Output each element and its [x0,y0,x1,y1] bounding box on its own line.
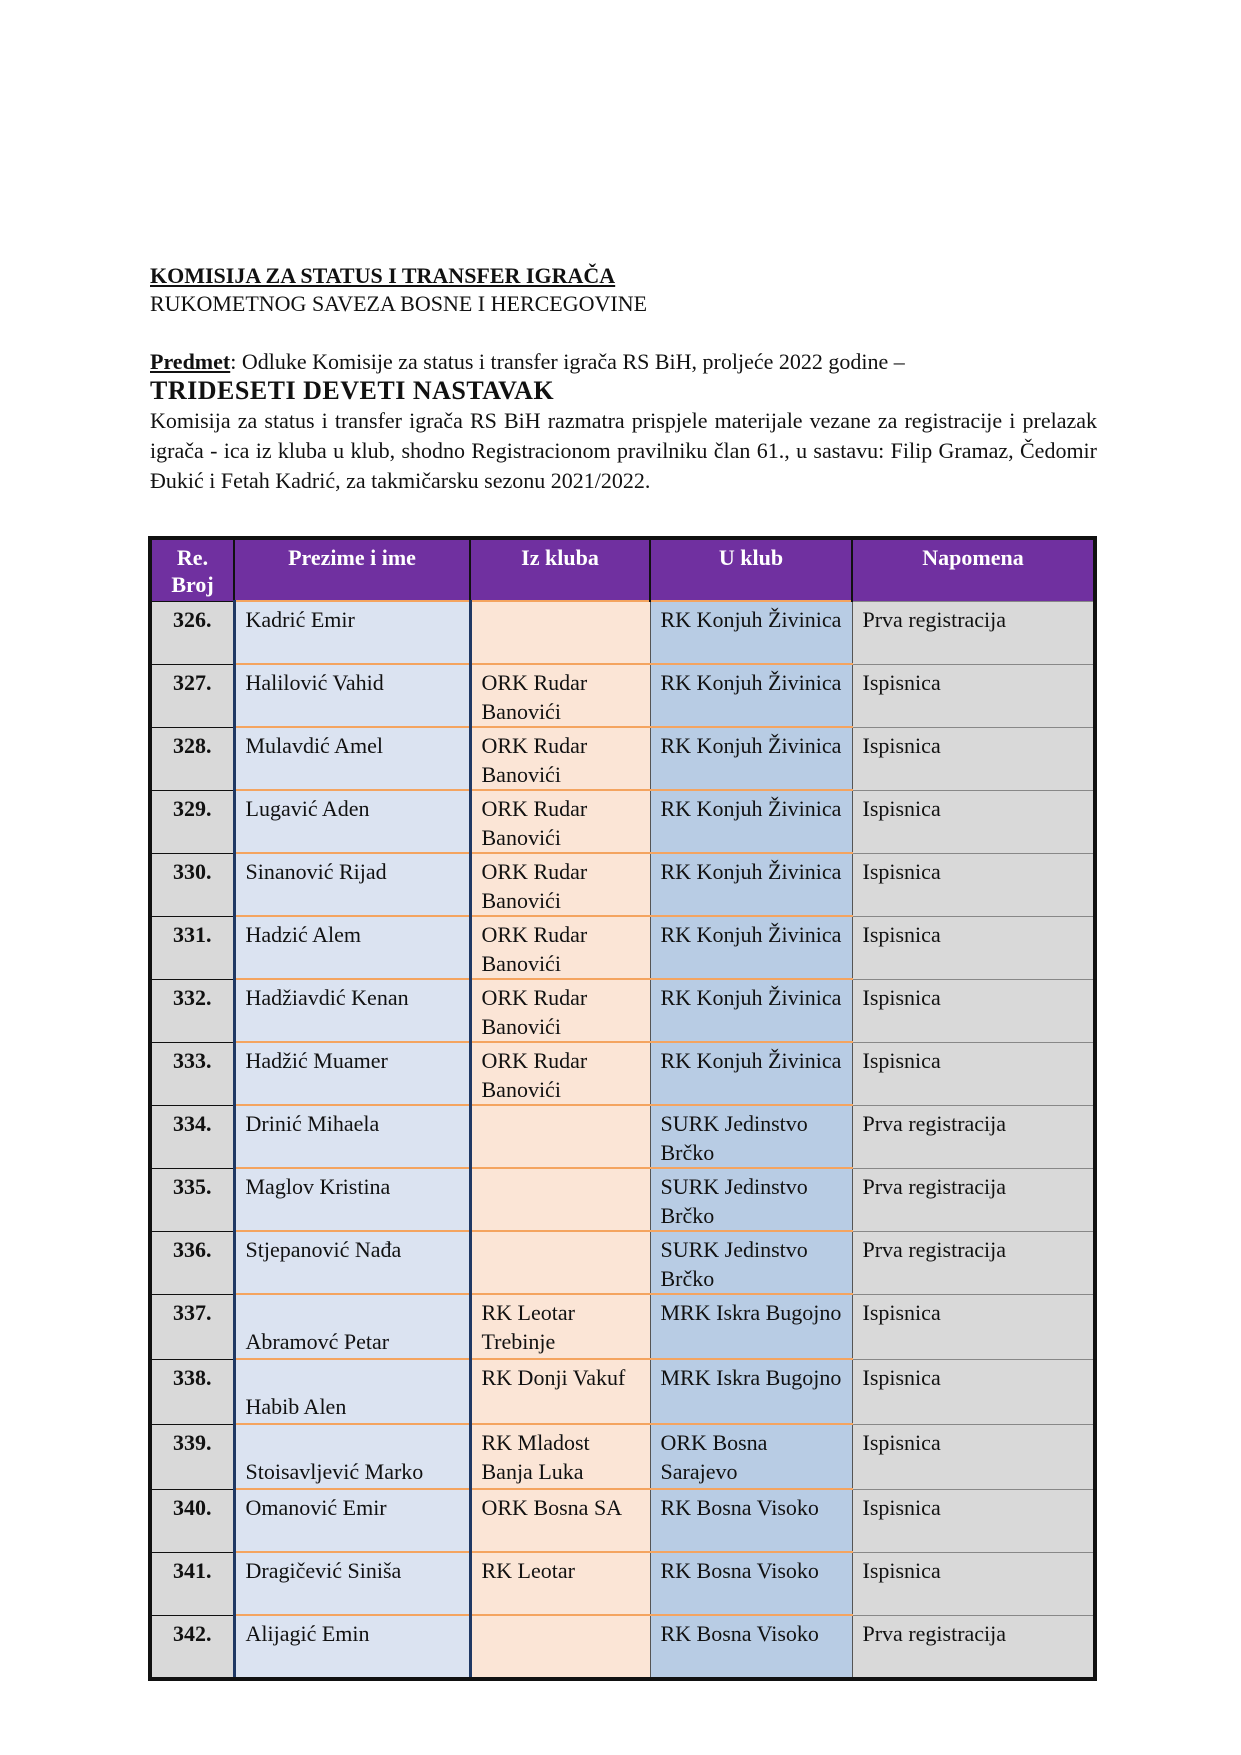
row-number: 330. [150,853,234,916]
player-name: Mulavdić Amel [234,727,470,790]
row-number: 339. [150,1424,234,1489]
row-number: 341. [150,1552,234,1615]
table-row [150,1168,1095,1231]
document-subtitle: RUKOMETNOG SAVEZA BOSNE I HERCEGOVINE [150,291,648,316]
from-club: ORK Rudar Banovići [470,979,650,1042]
player-name: Hadžiavdić Kenan [234,979,470,1042]
from-club: ORK Rudar Banovići [470,853,650,916]
player-name: Stjepanović Nađa [234,1231,470,1294]
to-club: RK Konjuh Živinica [650,664,852,727]
player-name: Habib Alen [234,1359,470,1424]
row-number: 335. [150,1168,234,1231]
to-club: RK Bosna Visoko [650,1552,852,1615]
note: Prva registracija [852,1615,1095,1679]
from-club [470,1231,650,1294]
subject-label: Predmet [150,349,231,374]
from-club: RK Leotar [470,1552,650,1615]
to-club: SURK Jedinstvo Brčko [650,1231,852,1294]
from-club: ORK Rudar Banovići [470,727,650,790]
note: Prva registracija [852,1231,1095,1294]
table-row [150,1424,1095,1489]
row-number: 337. [150,1294,234,1359]
from-club [470,1105,650,1168]
player-name: Kadrić Emir [234,601,470,664]
table-row [150,1489,1095,1552]
from-club: ORK Rudar Banovići [470,790,650,853]
subject-line [150,347,1097,376]
table-header-row [150,538,1095,601]
document-title: KOMISIJA ZA STATUS I TRANSFER IGRAČA [150,263,616,288]
to-club: RK Konjuh Živinica [650,727,852,790]
note: Ispisnica [852,1552,1095,1615]
note: Ispisnica [852,664,1095,727]
row-number: 328. [150,727,234,790]
table-row [150,1231,1095,1294]
from-club: RK Leotar Trebinje [470,1294,650,1359]
note: Ispisnica [852,979,1095,1042]
from-club [470,1168,650,1231]
from-club: ORK Rudar Banovići [470,916,650,979]
to-club: RK Konjuh Živinica [650,979,852,1042]
table-row [150,1105,1095,1168]
note: Ispisnica [852,916,1095,979]
intro-paragraph: Komisija za status i transfer igrača RS BiH razmatra prispjele materijale vezane za registracije i prelazak igrača - ica iz kluba u klub, shodno Registracionom pravilniku član 61., u sastavu: Filip Gramaz, Čedomir Đukić i Fetah Kadrić, za takmičarsku sezonu 2021/2022. [150,408,1097,493]
note: Ispisnica [852,727,1095,790]
to-club: RK Konjuh Živinica [650,601,852,664]
player-name: Halilović Vahid [234,664,470,727]
player-name: Dragičević Siniša [234,1552,470,1615]
table-row [150,916,1095,979]
row-number: 332. [150,979,234,1042]
to-club: RK Bosna Visoko [650,1489,852,1552]
player-name: Abramovć Petar [234,1294,470,1359]
row-number: 329. [150,790,234,853]
note: Ispisnica [852,1042,1095,1105]
player-name: Lugavić Aden [234,790,470,853]
from-club: ORK Rudar Banovići [470,664,650,727]
to-club: MRK Iskra Bugojno [650,1294,852,1359]
row-number: 338. [150,1359,234,1424]
header-from-club: Iz kluba [470,538,650,601]
player-name: Drinić Mihaela [234,1105,470,1168]
player-name: Alijagić Emin [234,1615,470,1679]
table-row [150,790,1095,853]
from-club [470,601,650,664]
table-row [150,979,1095,1042]
table-row [150,601,1095,664]
table-row [150,1294,1095,1359]
to-club: RK Konjuh Živinica [650,916,852,979]
to-club: RK Konjuh Živinica [650,1042,852,1105]
transfer-table [148,536,1097,1681]
header-name: Prezime i ime [234,538,470,601]
row-number: 333. [150,1042,234,1105]
row-number: 326. [150,601,234,664]
header-to-club: U klub [650,538,852,601]
row-number: 340. [150,1489,234,1552]
to-club: RK Konjuh Živinica [650,790,852,853]
row-number: 327. [150,664,234,727]
to-club: ORK Bosna Sarajevo [650,1424,852,1489]
header-note: Napomena [852,538,1095,601]
note: Ispisnica [852,1359,1095,1424]
table-row [150,1042,1095,1105]
from-club: RK Donji Vakuf [470,1359,650,1424]
player-name: Sinanović Rijad [234,853,470,916]
note: Ispisnica [852,1489,1095,1552]
row-number: 334. [150,1105,234,1168]
table-body [150,601,1095,1679]
header-number: Re. Broj [150,538,234,601]
player-name: Stoisavljević Marko [234,1424,470,1489]
to-club: SURK Jedinstvo Brčko [650,1168,852,1231]
note: Prva registracija [852,1105,1095,1168]
table-row [150,853,1095,916]
to-club: SURK Jedinstvo Brčko [650,1105,852,1168]
from-club: ORK Rudar Banovići [470,1042,650,1105]
note: Ispisnica [852,1294,1095,1359]
note: Ispisnica [852,1424,1095,1489]
from-club: RK Mladost Banja Luka [470,1424,650,1489]
note: Ispisnica [852,790,1095,853]
from-club [470,1615,650,1679]
note: Prva registracija [852,1168,1095,1231]
player-name: Hadzić Alem [234,916,470,979]
player-name: Hadžić Muamer [234,1042,470,1105]
note: Ispisnica [852,853,1095,916]
table-row [150,1552,1095,1615]
row-number: 331. [150,916,234,979]
to-club: MRK Iskra Bugojno [650,1359,852,1424]
part-title: TRIDESETI DEVETI NASTAVAK [150,376,555,405]
row-number: 336. [150,1231,234,1294]
from-club: ORK Bosna SA [470,1489,650,1552]
to-club: RK Konjuh Živinica [650,853,852,916]
document-header [150,262,1097,496]
table-row [150,1359,1095,1424]
note: Prva registracija [852,601,1095,664]
table-row [150,1615,1095,1679]
subject-text: : Odluke Komisije za status i transfer igrača RS BiH, proljeće 2022 godine – [230,349,905,374]
row-number: 342. [150,1615,234,1679]
to-club: RK Bosna Visoko [650,1615,852,1679]
table-row [150,727,1095,790]
player-name: Maglov Kristina [234,1168,470,1231]
table-row [150,664,1095,727]
player-name: Omanović Emir [234,1489,470,1552]
